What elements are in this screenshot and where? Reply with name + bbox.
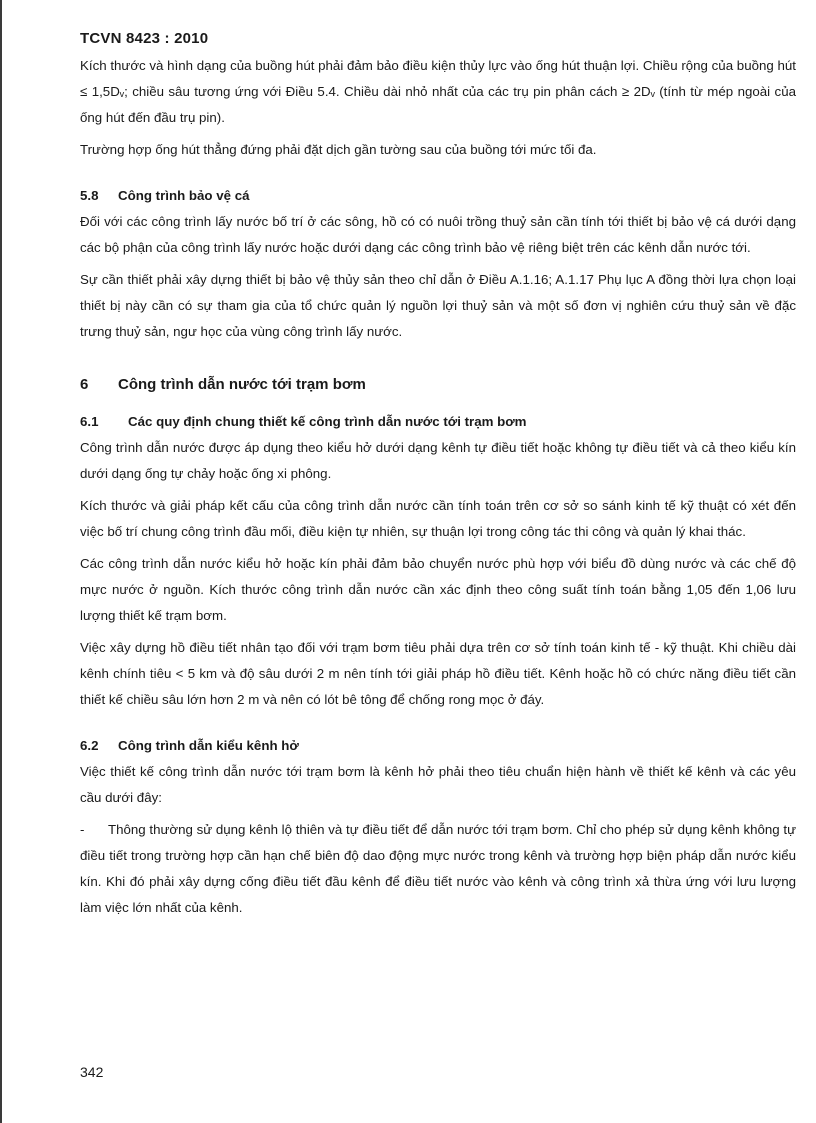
section-5-8-title: Công trình bảo vệ cá [118, 188, 250, 203]
bullet-dash: - [80, 822, 85, 837]
section-6-1-number: 6.1 [80, 414, 99, 429]
section-5-8-heading [80, 185, 796, 207]
section-6-1-heading [80, 411, 796, 433]
intro-paragraph-1: Kích thước và hình dạng của buồng hút phải đảm bảo điều kiện thủy lực vào ống hút thuận lợi. Chiều rộng của buồng hút ≤ 1,5Dᵥ; chiều sâu tương ứng với Điều 5.4. Chiều dài nhỏ nhất của các trụ pin phân cách ≥ 2Dᵥ (tính từ mép ngoài của ống hút đến đầu trụ pin). [80, 58, 796, 125]
bullet-1-text: Thông thường sử dụng kênh lộ thiên và tự điều tiết để dẫn nước tới trạm bơm. Chỉ cho phép sử dụng kênh không tự điều tiết trong trường hợp cần hạn chế biên độ dao động mực nước trong kênh và trường hợp biện pháp dẫn nước kiểu kín. Khi đó phải xây dựng cống điều tiết đầu kênh để điều tiết nước vào kênh và công trình xả thừa ứng với lưu lượng làm việc lớn nhất của kênh. [80, 822, 796, 915]
section-6-title: Công trình dẫn nước tới trạm bơm [118, 376, 366, 393]
section-5-8-number: 5.8 [80, 188, 99, 203]
section-6-2-number: 6.2 [80, 738, 99, 753]
section-6-1-paragraph-4: Việc xây dựng hồ điều tiết nhân tạo đối với trạm bơm tiêu phải dựa trên cơ sở tính toán kinh tế - kỹ thuật. Khi chiều dài kênh chính tiêu < 5 km và độ sâu dưới 2 m nên tính tới giải pháp hồ điều tiết. Kênh hoặc hồ có chức năng điều tiết cần thiết kế chiều sâu lớn hơn 2 m và nên có lót bê tông để chống rong mọc ở đáy. [80, 640, 796, 707]
section-6-heading [80, 373, 796, 397]
document-page [80, 30, 796, 927]
page-edge-line [0, 0, 2, 1123]
section-6-1-paragraph-3: Các công trình dẫn nước kiểu hở hoặc kín phải đảm bảo chuyển nước phù hợp với biểu đồ dùng nước và các chế độ mực nước ở nguồn. Kích thước công trình dẫn nước cần xác định theo công suất tính toán bằng 1,05 đến 1,06 lưu lượng thiết kế trạm bơm. [80, 556, 796, 623]
section-6-1-paragraph-1: Công trình dẫn nước được áp dụng theo kiểu hở dưới dạng kênh tự điều tiết hoặc không tự điều tiết và cả theo kiểu kín dưới dạng ống tự chảy hoặc ống xi phông. [80, 440, 796, 481]
section-6-2-title: Công trình dẫn kiểu kênh hở [118, 738, 299, 753]
section-6-1-paragraph-2: Kích thước và giải pháp kết cấu của công trình dẫn nước cần tính toán trên cơ sở so sánh kinh tế kỹ thuật có xét đến việc bố trí chung công trình đầu mối, điều kiện tự nhiên, sự thuận lợi trong công tác thi công và quản lý khai thác. [80, 498, 796, 539]
page-number: 342 [80, 1064, 104, 1080]
section-6-2-bullet-1 [80, 817, 796, 921]
intro-paragraph-2: Trường hợp ống hút thẳng đứng phải đặt dịch gần tường sau của buồng tới mức tối đa. [80, 142, 597, 157]
section-5-8-paragraph-1: Đối với các công trình lấy nước bố trí ở các sông, hồ có có nuôi trồng thuỷ sản cần tính tới thiết bị bảo vệ cá dưới dạng các bộ phận của công trình lấy nước hoặc dưới dạng các công trình bảo vệ riêng biệt trên các kênh dẫn nước tới. [80, 214, 796, 255]
section-6-2-paragraph-1: Việc thiết kế công trình dẫn nước tới trạm bơm là kênh hở phải theo tiêu chuẩn hiện hành về thiết kế kênh và các yêu cầu dưới đây: [80, 764, 796, 805]
section-6-2-heading [80, 735, 796, 757]
section-6-number: 6 [80, 376, 89, 393]
section-6-1-title: Các quy định chung thiết kế công trình dẫn nước tới trạm bơm [128, 414, 527, 429]
section-5-8-paragraph-2: Sự cần thiết phải xây dựng thiết bị bảo vệ thủy sản theo chỉ dẫn ở Điều A.1.16; A.1.17 Phụ lục A đồng thời lựa chọn loại thiết bị này cần có sự tham gia của tổ chức quản lý nguồn lợi thuỷ sản và một số đơn vị nghiên cứu thuỷ sản về đặc trưng thuỷ sản, ngư học của vùng công trình lấy nước. [80, 272, 796, 339]
standard-code-header: TCVN 8423 : 2010 [80, 30, 209, 47]
